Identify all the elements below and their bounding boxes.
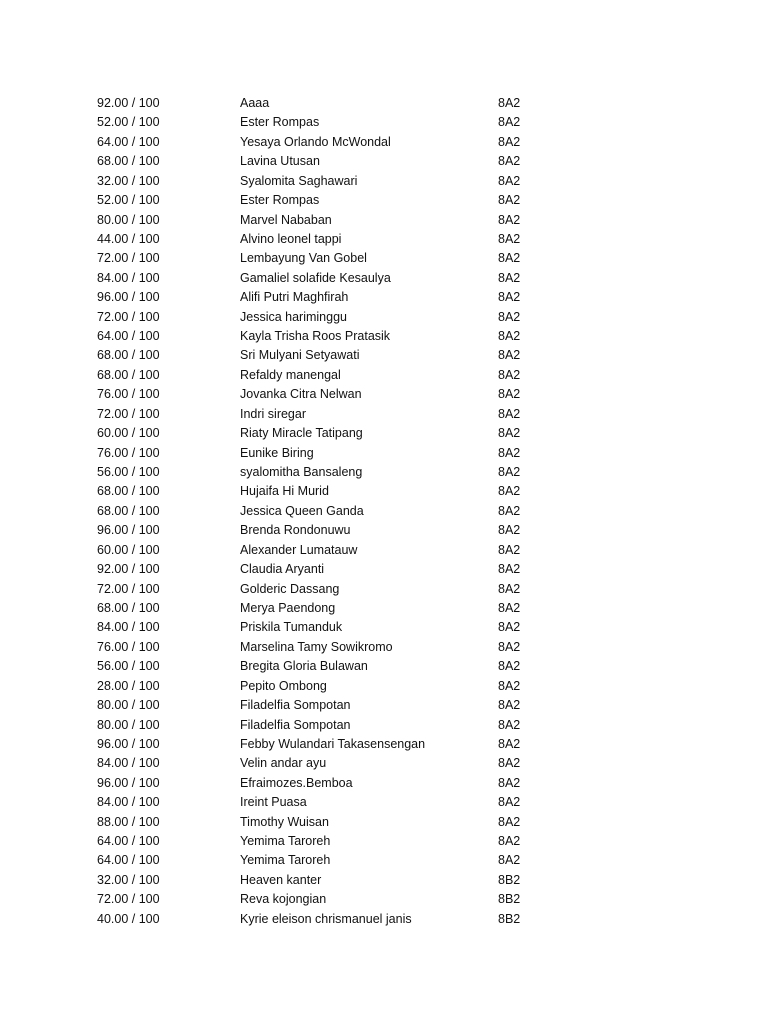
student-name-cell: Aaaa: [240, 96, 270, 110]
student-name-cell: Jessica hariminggu: [240, 309, 347, 324]
class-cell: 8A2: [498, 231, 521, 246]
score-cell: 92.00 / 100: [97, 562, 160, 577]
class-cell: 8B2: [498, 911, 521, 926]
student-name-cell: Brenda Rondonuwu: [240, 523, 351, 538]
class-cell: 8A2: [498, 484, 521, 499]
class-cell: 8A2: [498, 581, 521, 596]
student-name-cell: Claudia Aryanti: [240, 562, 325, 577]
table-row: [97, 735, 577, 754]
table-row: [97, 230, 577, 249]
table-row: [97, 871, 577, 890]
score-cell: 64.00 / 100: [97, 134, 160, 149]
table-row: [97, 560, 577, 579]
student-name-cell: Efraimozes.Bemboa: [240, 775, 353, 790]
table-row: [97, 657, 577, 676]
student-name-cell: Alifi Putri Maghfirah: [240, 290, 349, 305]
class-cell: 8A2: [498, 717, 521, 732]
score-cell: 80.00 / 100: [97, 717, 160, 732]
table-row: [97, 716, 577, 735]
score-cell: 68.00 / 100: [97, 154, 160, 169]
student-name-cell: Eunike Biring: [240, 445, 314, 460]
score-cell: 68.00 / 100: [97, 600, 160, 615]
score-cell: 72.00 / 100: [97, 309, 160, 324]
table-row: [97, 288, 577, 307]
score-cell: 72.00 / 100: [97, 251, 160, 266]
table-row: [97, 521, 577, 540]
class-cell: 8B2: [498, 892, 521, 907]
table-row: [97, 754, 577, 773]
class-cell: 8A2: [498, 620, 521, 635]
student-name-cell: Refaldy manengal: [240, 367, 341, 382]
score-cell: 52.00 / 100: [97, 115, 160, 130]
class-cell: 8A2: [498, 795, 521, 810]
class-cell: 8A2: [498, 659, 521, 674]
class-cell: 8A2: [498, 193, 521, 208]
class-cell: 8A2: [498, 212, 521, 227]
student-name-cell: Bregita Gloria Bulawan: [240, 659, 368, 674]
score-cell: 68.00 / 100: [97, 348, 160, 363]
student-name-cell: Indri siregar: [240, 406, 306, 421]
student-name-cell: Gamaliel solafide Kesaulya: [240, 270, 391, 285]
student-name-cell: Lavina Utusan: [240, 154, 320, 169]
score-table: [97, 94, 577, 929]
class-cell: 8A2: [498, 115, 521, 130]
student-name-cell: Sri Mulyani Setyawati: [240, 348, 360, 363]
class-cell: 8A2: [498, 814, 521, 829]
table-row: [97, 172, 577, 191]
class-cell: 8A2: [498, 600, 521, 615]
student-name-cell: Yemima Taroreh: [240, 834, 331, 849]
class-cell: 8A2: [498, 756, 521, 771]
table-row: [97, 152, 577, 171]
table-row: [97, 385, 577, 404]
class-cell: 8A2: [498, 853, 521, 868]
class-cell: 8A2: [498, 678, 521, 693]
table-row: [97, 308, 577, 327]
class-cell: 8A2: [498, 309, 521, 324]
score-cell: 64.00 / 100: [97, 853, 160, 868]
class-cell: 8A2: [498, 562, 521, 577]
student-name-cell: Priskila Tumanduk: [240, 620, 343, 635]
table-row: [97, 599, 577, 618]
student-name-cell: Ester Rompas: [240, 115, 320, 130]
class-cell: 8A2: [498, 367, 521, 382]
table-row: [97, 424, 577, 443]
class-cell: 8A2: [498, 639, 521, 654]
score-cell: 92.00 / 100: [97, 96, 160, 110]
student-name-cell: Yesaya Orlando McWondal: [240, 134, 391, 149]
table-row: [97, 774, 577, 793]
table-row: [97, 366, 577, 385]
class-cell: 8A2: [498, 270, 521, 285]
student-name-cell: Velin andar ayu: [240, 756, 327, 771]
class-cell: 8A2: [498, 348, 521, 363]
score-cell: 84.00 / 100: [97, 795, 160, 810]
table-row: [97, 832, 577, 851]
class-cell: 8A2: [498, 503, 521, 518]
student-name-cell: Kayla Trisha Roos Pratasik: [240, 329, 391, 344]
student-name-cell: Febby Wulandari Takasensengan: [240, 736, 426, 751]
class-cell: 8A2: [498, 134, 521, 149]
class-cell: 8A2: [498, 523, 521, 538]
student-name-cell: Syalomita Saghawari: [240, 173, 358, 188]
student-name-cell: Alexander Lumatauw: [240, 542, 358, 557]
score-cell: 68.00 / 100: [97, 503, 160, 518]
table-row: [97, 444, 577, 463]
score-cell: 88.00 / 100: [97, 814, 160, 829]
table-row: [97, 346, 577, 365]
score-cell: 32.00 / 100: [97, 173, 160, 188]
score-cell: 40.00 / 100: [97, 911, 160, 926]
table-row: [97, 541, 577, 560]
table-row: [97, 813, 577, 832]
score-cell: 80.00 / 100: [97, 698, 160, 713]
score-cell: 64.00 / 100: [97, 834, 160, 849]
score-cell: 56.00 / 100: [97, 465, 160, 480]
score-cell: 28.00 / 100: [97, 678, 160, 693]
student-name-cell: Lembayung Van Gobel: [240, 251, 367, 266]
score-cell: 76.00 / 100: [97, 387, 160, 402]
score-cell: 76.00 / 100: [97, 445, 160, 460]
student-name-cell: Reva kojongian: [240, 892, 327, 907]
class-cell: 8A2: [498, 698, 521, 713]
table-row: [97, 463, 577, 482]
student-name-cell: Hujaifa Hi Murid: [240, 484, 329, 499]
score-cell: 96.00 / 100: [97, 290, 160, 305]
table-row: [97, 677, 577, 696]
class-cell: 8A2: [498, 96, 521, 110]
score-cell: 60.00 / 100: [97, 426, 160, 441]
table-row: [97, 249, 577, 268]
score-cell: 84.00 / 100: [97, 756, 160, 771]
score-cell: 64.00 / 100: [97, 329, 160, 344]
table-row: [97, 696, 577, 715]
student-name-cell: Filadelfia Sompotan: [240, 717, 351, 732]
table-row: [97, 191, 577, 210]
table-row: [97, 269, 577, 288]
score-cell: 72.00 / 100: [97, 581, 160, 596]
table-row: [97, 910, 577, 929]
student-name-cell: Jessica Queen Ganda: [240, 503, 364, 518]
table-row: [97, 133, 577, 152]
score-cell: 96.00 / 100: [97, 736, 160, 751]
class-cell: 8B2: [498, 872, 521, 887]
student-name-cell: Merya Paendong: [240, 600, 336, 615]
score-cell: 96.00 / 100: [97, 775, 160, 790]
table-row: [97, 113, 577, 132]
table-row: [97, 851, 577, 870]
student-name-cell: Timothy Wuisan: [240, 814, 329, 829]
student-name-cell: Pepito Ombong: [240, 678, 327, 693]
student-name-cell: Kyrie eleison chrismanuel janis: [240, 911, 412, 926]
score-cell: 68.00 / 100: [97, 484, 160, 499]
table-row: [97, 94, 577, 113]
student-name-cell: Heaven kanter: [240, 872, 322, 887]
table-row: [97, 618, 577, 637]
score-cell: 76.00 / 100: [97, 639, 160, 654]
class-cell: 8A2: [498, 329, 521, 344]
student-name-cell: Yemima Taroreh: [240, 853, 331, 868]
score-cell: 32.00 / 100: [97, 872, 160, 887]
class-cell: 8A2: [498, 736, 521, 751]
class-cell: 8A2: [498, 465, 521, 480]
score-cell: 96.00 / 100: [97, 523, 160, 538]
score-cell: 56.00 / 100: [97, 659, 160, 674]
student-name-cell: Golderic Dassang: [240, 581, 340, 596]
class-cell: 8A2: [498, 173, 521, 188]
student-name-cell: syalomitha Bansaleng: [240, 465, 363, 480]
score-cell: 80.00 / 100: [97, 212, 160, 227]
student-name-cell: Ester Rompas: [240, 193, 320, 208]
score-cell: 44.00 / 100: [97, 231, 160, 246]
table-row: [97, 211, 577, 230]
score-cell: 84.00 / 100: [97, 270, 160, 285]
class-cell: 8A2: [498, 290, 521, 305]
class-cell: 8A2: [498, 542, 521, 557]
student-name-cell: Jovanka Citra Nelwan: [240, 387, 362, 402]
table-row: [97, 502, 577, 521]
table-row: [97, 405, 577, 424]
table-row: [97, 793, 577, 812]
table-row: [97, 580, 577, 599]
student-name-cell: Riaty Miracle Tatipang: [240, 426, 363, 441]
score-cell: 84.00 / 100: [97, 620, 160, 635]
score-cell: 60.00 / 100: [97, 542, 160, 557]
score-cell: 72.00 / 100: [97, 892, 160, 907]
score-cell: 72.00 / 100: [97, 406, 160, 421]
table-row: [97, 482, 577, 501]
table-row: [97, 890, 577, 909]
class-cell: 8A2: [498, 834, 521, 849]
score-cell: 68.00 / 100: [97, 367, 160, 382]
class-cell: 8A2: [498, 387, 521, 402]
student-name-cell: Marvel Nababan: [240, 212, 332, 227]
class-cell: 8A2: [498, 426, 521, 441]
class-cell: 8A2: [498, 775, 521, 790]
student-name-cell: Marselina Tamy Sowikromo: [240, 639, 393, 654]
class-cell: 8A2: [498, 445, 521, 460]
student-name-cell: Ireint Puasa: [240, 795, 307, 810]
class-cell: 8A2: [498, 406, 521, 421]
class-cell: 8A2: [498, 251, 521, 266]
score-cell: 52.00 / 100: [97, 193, 160, 208]
table-row: [97, 327, 577, 346]
table-row: [97, 638, 577, 657]
student-name-cell: Alvino leonel tappi: [240, 231, 342, 246]
class-cell: 8A2: [498, 154, 521, 169]
student-name-cell: Filadelfia Sompotan: [240, 698, 351, 713]
